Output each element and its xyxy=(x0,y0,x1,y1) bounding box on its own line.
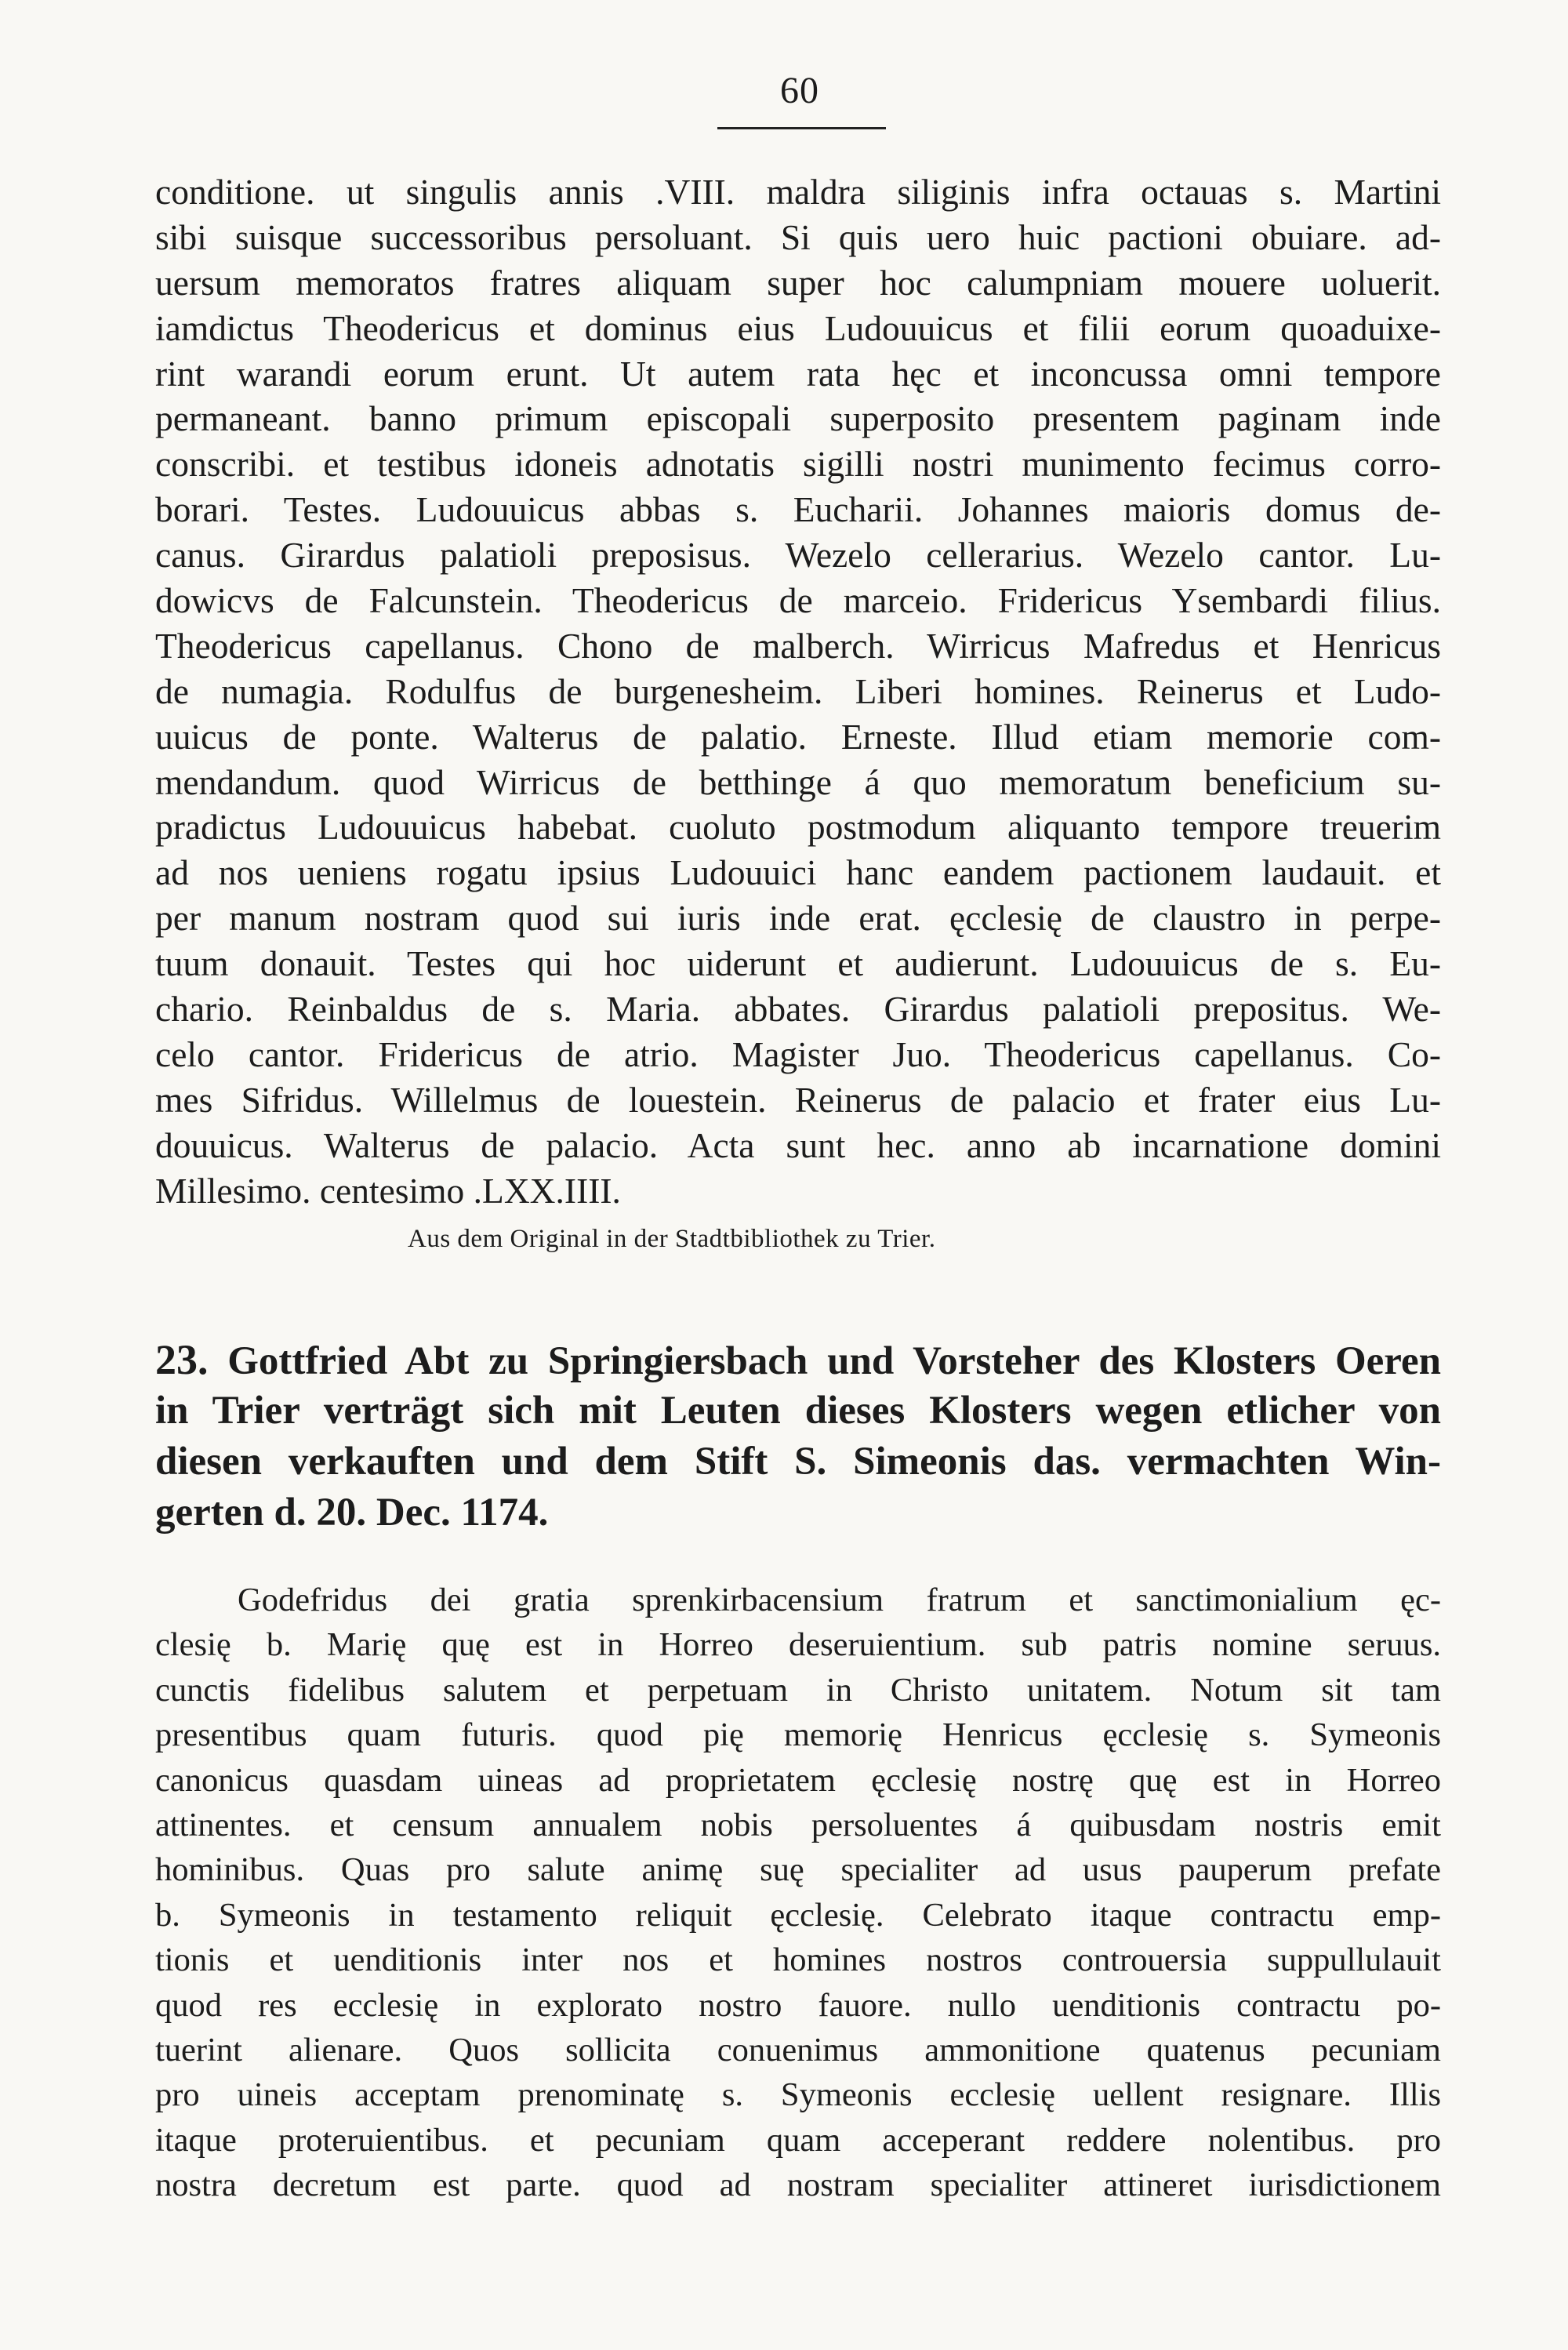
text-line: douuicus. Walterus de palacio. Acta sunt hec. anno ab incarnatione domini xyxy=(155,1124,1441,1165)
page-number: 60 xyxy=(780,70,819,111)
text-line: mes Sifridus. Willelmus de louestein. Reinerus de palacio et frater eius Lu- xyxy=(155,1079,1441,1120)
text-line: b. Symeonis in testamento reliquit ęcclesię. Celebrato itaque contractu emp- xyxy=(155,1896,1441,1934)
text-line: tionis et uenditionis inter nos et homines nostros controuersia suppullulauit xyxy=(155,1941,1441,1979)
heading-line: diesen verkauften und dem Stift S. Simeonis das. vermachten Win- xyxy=(155,1440,1441,1484)
document-number: 23. xyxy=(155,1336,209,1383)
page-number-rule xyxy=(717,127,886,129)
text-line: conditione. ut singulis annis .VIII. maldra siliginis infra octauas s. Martini xyxy=(155,172,1441,212)
text-line: clesię b. Marię quę est in Horreo deseruientium. sub patris nomine seruus. xyxy=(155,1626,1441,1664)
text-line: cunctis fidelibus salutem et perpetuam in Christo unitatem. Notum sit tam xyxy=(155,1671,1441,1709)
text-line: nostra decretum est parte. quod ad nostram specialiter attineret iurisdictionem xyxy=(155,2167,1441,2204)
text-line: presentibus quam futuris. quod pię memorię Henricus ęcclesię s. Symeonis xyxy=(155,1716,1441,1754)
text-line: tuum donauit. Testes qui hoc uiderunt et audierunt. Ludouuicus de s. Eu- xyxy=(155,943,1441,984)
text-line: de numagia. Rodulfus de burgenesheim. Liberi homines. Reinerus et Ludo- xyxy=(155,670,1441,711)
text-line: itaque proteruientibus. et pecuniam quam acceperant reddere nolentibus. pro xyxy=(155,2121,1441,2159)
text-line: rint warandi eorum erunt. Ut autem rata hęc et inconcussa omni tempore xyxy=(155,353,1441,394)
text-line: permaneant. banno primum episcopali superposito presentem paginam inde xyxy=(155,398,1441,439)
text-line: sibi suisque successoribus persoluant. Si quis uero huic pactioni obuiare. ad- xyxy=(155,216,1441,257)
text-line: borari. Testes. Ludouuicus abbas s. Eucharii. Johannes maioris domus de- xyxy=(155,489,1441,530)
text-line: conscribi. et testibus idoneis adnotatis sigilli nostri munimento fecimus corro- xyxy=(155,444,1441,485)
text-line: uuicus de ponte. Walterus de palatio. Erneste. Illud etiam memorie com- xyxy=(155,716,1441,757)
text-line: ad nos ueniens rogatu ipsius Ludouuici hanc eandem pactionem laudauit. et xyxy=(155,852,1441,893)
text-line: pradictus Ludouuicus habebat. cuoluto postmodum aliquanto tempore treuerim xyxy=(155,807,1441,848)
text-line: Millesimo. centesimo .LXX.IIII. xyxy=(155,1170,621,1211)
text-line: iamdictus Theodericus et dominus eius Ludouuicus et filii eorum quoaduixe- xyxy=(155,307,1441,348)
source-note: Aus dem Original in der Stadtbibliothek zu Trier. xyxy=(408,1225,936,1253)
text-line: canus. Girardus palatioli preposisus. Wezelo cellerarius. Wezelo cantor. Lu- xyxy=(155,535,1441,576)
heading-line: gerten d. 20. Dec. 1174. xyxy=(155,1491,549,1535)
text-line: celo cantor. Fridericus de atrio. Magister Juo. Theodericus capellanus. Co- xyxy=(155,1033,1441,1074)
text-line: Godefridus dei gratia sprenkirbacensium fratrum et sanctimonialium ęc- xyxy=(238,1582,1441,1618)
text-line: mendandum. quod Wirricus de betthinge á quo memoratum beneficium su- xyxy=(155,761,1441,802)
heading-line-text: Gottfried Abt zu Springiersbach und Vorsteher des Klosters Oeren xyxy=(227,1339,1441,1383)
text-line: tuerint alienare. Quos sollicita conuenimus ammonitione quatenus pecuniam xyxy=(155,2031,1441,2069)
text-line: per manum nostram quod sui iuris inde erat. ęcclesię de claustro in perpe- xyxy=(155,898,1441,939)
text-line: dowicvs de Falcunstein. Theodericus de marceio. Fridericus Ysembardi filius. xyxy=(155,580,1441,621)
text-line: quod res ecclesię in explorato nostro fauore. nullo uenditionis contractu po- xyxy=(155,1986,1441,2024)
text-line: Theodericus capellanus. Chono de malberch. Wirricus Mafredus et Henricus xyxy=(155,625,1441,666)
text-line: canonicus quasdam uineas ad proprietatem ęcclesię nostrę quę est in Horreo xyxy=(155,1761,1441,1799)
heading-line: in Trier verträgt sich mit Leuten dieses Klosters wegen etlicher von xyxy=(155,1389,1441,1433)
text-line: attinentes. et censum annualem nobis persoluentes á quibusdam nostris emit xyxy=(155,1806,1441,1843)
text-line: pro uineis acceptam prenominatę s. Symeonis ecclesię uellent resignare. Illis xyxy=(155,2076,1441,2114)
document-heading xyxy=(155,1335,1441,1538)
text-line: chario. Reinbaldus de s. Maria. abbates. Girardus palatioli prepositus. We- xyxy=(155,989,1441,1030)
heading-line xyxy=(155,1335,1441,1386)
text-line: uersum memoratos fratres aliquam super hoc calumpniam mouere uoluerit. xyxy=(155,262,1441,303)
text-line: hominibus. Quas pro salute animę suę specialiter ad usus pauperum prefate xyxy=(155,1851,1441,1889)
charter-continued-text xyxy=(155,169,1441,1213)
charter-text xyxy=(155,1578,1441,2207)
